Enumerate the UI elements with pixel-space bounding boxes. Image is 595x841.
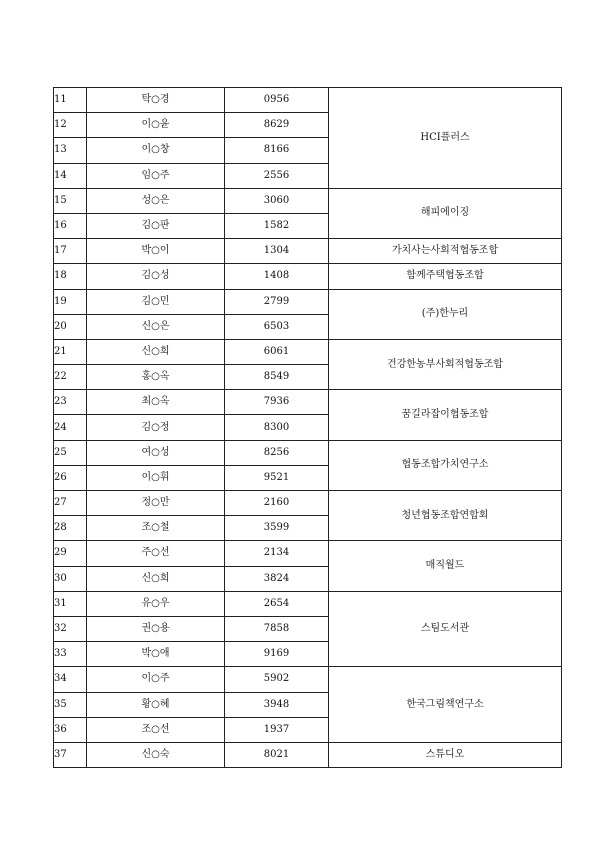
row-number: 21 — [54, 339, 87, 364]
person-name: 황○혜 — [87, 692, 225, 717]
person-name: 신○은 — [87, 314, 225, 339]
id-code: 5902 — [225, 667, 329, 692]
table-row — [54, 591, 562, 616]
person-name: 조○선 — [87, 717, 225, 742]
roster-table — [53, 87, 562, 768]
person-name: 이○휘 — [87, 465, 225, 490]
person-name: 홍○옥 — [87, 365, 225, 390]
person-name: 유○우 — [87, 591, 225, 616]
table-row — [54, 188, 562, 213]
organization-name: 한국그림책연구소 — [329, 667, 562, 743]
person-name: 최○옥 — [87, 390, 225, 415]
table-row — [54, 88, 562, 113]
row-number: 32 — [54, 616, 87, 641]
organization-name: 함께주택협동조합 — [329, 264, 562, 289]
id-code: 8166 — [225, 138, 329, 163]
row-number: 24 — [54, 415, 87, 440]
row-number: 28 — [54, 516, 87, 541]
organization-name: 협동조합가치연구소 — [329, 440, 562, 490]
row-number: 17 — [54, 239, 87, 264]
person-name: 김○민 — [87, 289, 225, 314]
row-number: 16 — [54, 213, 87, 238]
row-number: 25 — [54, 440, 87, 465]
table-row — [54, 667, 562, 692]
row-number: 14 — [54, 163, 87, 188]
person-name: 이○윤 — [87, 113, 225, 138]
organization-name: 매직월드 — [329, 541, 562, 591]
id-code: 2160 — [225, 491, 329, 516]
id-code: 0956 — [225, 88, 329, 113]
id-code: 2134 — [225, 541, 329, 566]
id-code: 1304 — [225, 239, 329, 264]
id-code: 3060 — [225, 188, 329, 213]
id-code: 3948 — [225, 692, 329, 717]
table-row — [54, 541, 562, 566]
person-name: 이○주 — [87, 667, 225, 692]
id-code: 6503 — [225, 314, 329, 339]
id-code: 2556 — [225, 163, 329, 188]
id-code: 8629 — [225, 113, 329, 138]
id-code: 1408 — [225, 264, 329, 289]
person-name: 탁○경 — [87, 88, 225, 113]
row-number: 23 — [54, 390, 87, 415]
id-code: 8549 — [225, 365, 329, 390]
row-number: 18 — [54, 264, 87, 289]
id-code: 3824 — [225, 566, 329, 591]
person-name: 정○만 — [87, 491, 225, 516]
person-name: 박○이 — [87, 239, 225, 264]
row-number: 20 — [54, 314, 87, 339]
organization-name: 스튜디오 — [329, 742, 562, 767]
organization-name: 가치사는사회적협동조합 — [329, 239, 562, 264]
person-name: 권○용 — [87, 616, 225, 641]
person-name: 신○희 — [87, 566, 225, 591]
person-name: 조○철 — [87, 516, 225, 541]
person-name: 성○은 — [87, 188, 225, 213]
id-code: 9521 — [225, 465, 329, 490]
person-name: 박○애 — [87, 642, 225, 667]
id-code: 1937 — [225, 717, 329, 742]
row-number: 26 — [54, 465, 87, 490]
row-number: 27 — [54, 491, 87, 516]
row-number: 36 — [54, 717, 87, 742]
table-row — [54, 390, 562, 415]
row-number: 11 — [54, 88, 87, 113]
id-code: 7858 — [225, 616, 329, 641]
row-number: 35 — [54, 692, 87, 717]
row-number: 15 — [54, 188, 87, 213]
id-code: 2654 — [225, 591, 329, 616]
row-number: 33 — [54, 642, 87, 667]
person-name: 여○성 — [87, 440, 225, 465]
organization-name: 청년협동조합연합회 — [329, 491, 562, 541]
organization-name: HCI플러스 — [329, 88, 562, 189]
roster-body — [54, 88, 562, 768]
person-name: 신○숙 — [87, 742, 225, 767]
table-row — [54, 264, 562, 289]
person-name: 김○정 — [87, 415, 225, 440]
id-code: 6061 — [225, 339, 329, 364]
table-row — [54, 440, 562, 465]
person-name: 김○판 — [87, 213, 225, 238]
person-name: 이○창 — [87, 138, 225, 163]
person-name: 신○희 — [87, 339, 225, 364]
organization-name: (주)한누리 — [329, 289, 562, 339]
organization-name: 해피에이징 — [329, 188, 562, 238]
row-number: 34 — [54, 667, 87, 692]
organization-name: 건강한농부사회적협동조합 — [329, 339, 562, 389]
row-number: 13 — [54, 138, 87, 163]
table-row — [54, 239, 562, 264]
person-name: 임○주 — [87, 163, 225, 188]
table-row — [54, 339, 562, 364]
organization-name: 꿈길라잡이협동조합 — [329, 390, 562, 440]
id-code: 8300 — [225, 415, 329, 440]
table-row — [54, 491, 562, 516]
person-name: 김○성 — [87, 264, 225, 289]
id-code: 8256 — [225, 440, 329, 465]
id-code: 1582 — [225, 213, 329, 238]
id-code: 3599 — [225, 516, 329, 541]
table-row — [54, 742, 562, 767]
organization-name: 스팀도서관 — [329, 591, 562, 667]
row-number: 19 — [54, 289, 87, 314]
row-number: 29 — [54, 541, 87, 566]
row-number: 37 — [54, 742, 87, 767]
row-number: 30 — [54, 566, 87, 591]
id-code: 7936 — [225, 390, 329, 415]
id-code: 9169 — [225, 642, 329, 667]
row-number: 12 — [54, 113, 87, 138]
row-number: 22 — [54, 365, 87, 390]
table-row — [54, 289, 562, 314]
row-number: 31 — [54, 591, 87, 616]
id-code: 8021 — [225, 742, 329, 767]
id-code: 2799 — [225, 289, 329, 314]
person-name: 주○선 — [87, 541, 225, 566]
